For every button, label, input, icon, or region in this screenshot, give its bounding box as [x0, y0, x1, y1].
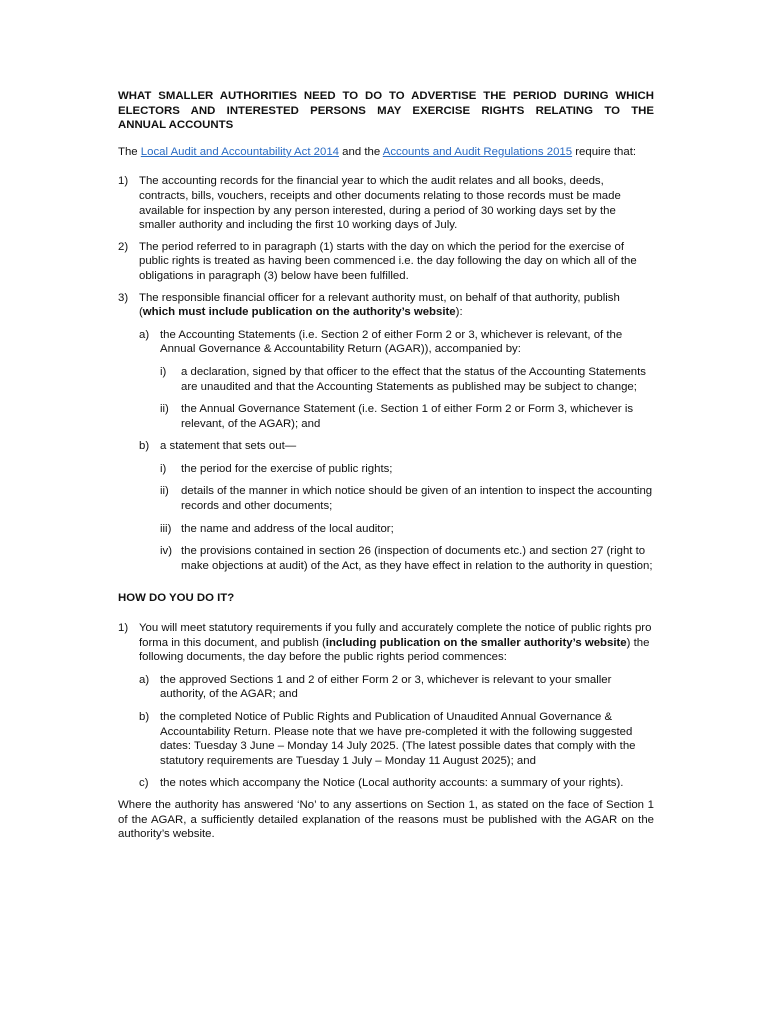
sub-sub-item-text: the Annual Governance Statement (i.e. Section 1 of either Form 2 or Form 3, whichever is relevant, of the AGAR); and [181, 403, 634, 430]
sub-item-text: a statement that sets out— [160, 440, 297, 453]
requirements-list [118, 174, 654, 573]
sub-sub-number: iv) [160, 545, 173, 558]
heading-line-3: ANNUAL ACCOUNTS [118, 119, 234, 132]
list-item [118, 240, 654, 284]
sub-sub-item-text: the name and address of the local auditor; [181, 522, 394, 535]
sub-sub-item-text: the provisions contained in section 26 (inspection of documents etc.) and section 27 (right to make objections at audit) of the Act, as they have effect in relation to the authority in question; [181, 545, 653, 572]
list-text-before: You will meet statutory requirements if you fully and accurately complete the notice of public rights pro forma in this document, and publish ( [139, 622, 652, 649]
intro-suffix: require that: [572, 145, 637, 158]
list-item-text [139, 621, 654, 665]
list-number: 3) [118, 291, 129, 304]
how-list [118, 621, 654, 791]
sub-sub-number: ii) [160, 403, 169, 416]
list-text-after: ): [455, 306, 463, 319]
list-item-text: The accounting records for the financial year to which the audit relates and all books, deeds, contracts, bills, vouchers, receipts and other documents relating to those records must be made available for inspection by any person interested, during a period of 30 working days set by the smaller authority and including the first 10 working days of July. [139, 175, 621, 232]
sub-sub-item [160, 462, 654, 477]
list-item-text [139, 291, 654, 320]
sub-sub-item [160, 402, 654, 431]
sub-sub-number: i) [160, 462, 167, 475]
sub-sub-item-text: a declaration, signed by that officer to the effect that the status of the Accounting Statements are unaudited and that the Accounting Statements as published may be subject to change; [181, 365, 646, 393]
list-item [118, 621, 654, 791]
sub-sub-item-text: the period for the exercise of public rights; [181, 462, 393, 475]
sub-item-text: the Accounting Statements (i.e. Section 2 of either Form 2 or 3, whichever is relevant, of the Annual Governance & Accountability Return (AGAR)), accompanied by: [160, 328, 623, 356]
sub-sub-number: iii) [160, 522, 172, 535]
list-item-text: The period referred to in paragraph (1) starts with the day on which the period for the exercise of public rights is treated as having been commenced i.e. the day following the day on which all of the obligations in paragraph (3) below have been fulfilled. [139, 240, 637, 282]
sub-number: b) [139, 711, 150, 723]
heading-line-2: ELECTORS AND INTERESTED PERSONS MAY EXERCISE RIGHTS RELATING TO THE [118, 104, 654, 117]
sub-item-text: the notes which accompany the Notice (Local authority accounts: a summary of your rights). [160, 777, 624, 790]
sub-number: a) [139, 673, 150, 686]
intro-paragraph [118, 145, 654, 160]
sub-sub-number: ii) [160, 485, 169, 498]
sub-number: a) [139, 328, 150, 341]
sub-number: b) [139, 440, 150, 453]
sub-item [139, 776, 654, 791]
list-number: 2) [118, 240, 129, 253]
sub-number: c) [139, 777, 149, 790]
sub-item-text: the approved Sections 1 and 2 of either Form 2 or 3, whichever is relevant to your smaller authority, of the AGAR; and [160, 673, 612, 701]
sub-sub-item [160, 522, 654, 537]
intro-prefix: The [118, 145, 141, 158]
document-content [118, 89, 654, 842]
list-text-bold: including publication on the smaller authority’s website [325, 636, 627, 649]
list-number: 1) [118, 622, 129, 635]
list-text-bold: which must include publication on the authority’s website [142, 306, 456, 319]
list-number: 1) [118, 175, 129, 188]
list-item [118, 174, 654, 232]
local-audit-act-link[interactable]: Local Audit and Accountability Act 2014 [140, 145, 340, 158]
document-heading [118, 89, 654, 133]
sub-item [139, 673, 654, 702]
sub-item-b [139, 439, 654, 573]
intro-middle: and the [339, 145, 383, 158]
sub-item [139, 710, 654, 768]
list-text-after: ) the following documents, the day before the public rights period commences: [139, 636, 650, 664]
closing-paragraph: Where the authority has answered ‘No’ to any assertions on Section 1, as stated on the face of Section 1 of the AGAR, a sufficiently detailed explanation of the reasons must be published with the AGAR on the authority’s website. [118, 798, 654, 841]
section-heading-how: HOW DO YOU DO IT? [118, 592, 235, 605]
list-item [118, 291, 654, 574]
list-text-before: The responsible financial officer for a relevant authority must, on behalf of that authority, publish ( [139, 291, 620, 319]
sub-sub-item [160, 544, 654, 573]
sub-sub-item-text: details of the manner in which notice should be given of an intention to inspect the accounting records and other documents; [181, 485, 653, 513]
accounts-audit-regulations-link[interactable]: Accounts and Audit Regulations 2015 [382, 145, 573, 158]
heading-line-1: WHAT SMALLER AUTHORITIES NEED TO DO TO ADVERTISE THE PERIOD DURING WHICH [118, 90, 654, 102]
sub-item-text: the completed Notice of Public Rights and Publication of Unaudited Annual Governance & Accountability Return. Please note that we have pre-completed it with the following suggested dates: Tuesday 3 June – Monday 14 July 2025. (The latest possible dates that comply with the statutory requirements are Tuesday 1 July – Monday 11 August 2025); and [160, 711, 636, 767]
sub-sub-item [160, 365, 654, 394]
sub-sub-number: i) [160, 365, 167, 378]
sub-item-a [139, 328, 654, 432]
sub-sub-item [160, 484, 654, 513]
